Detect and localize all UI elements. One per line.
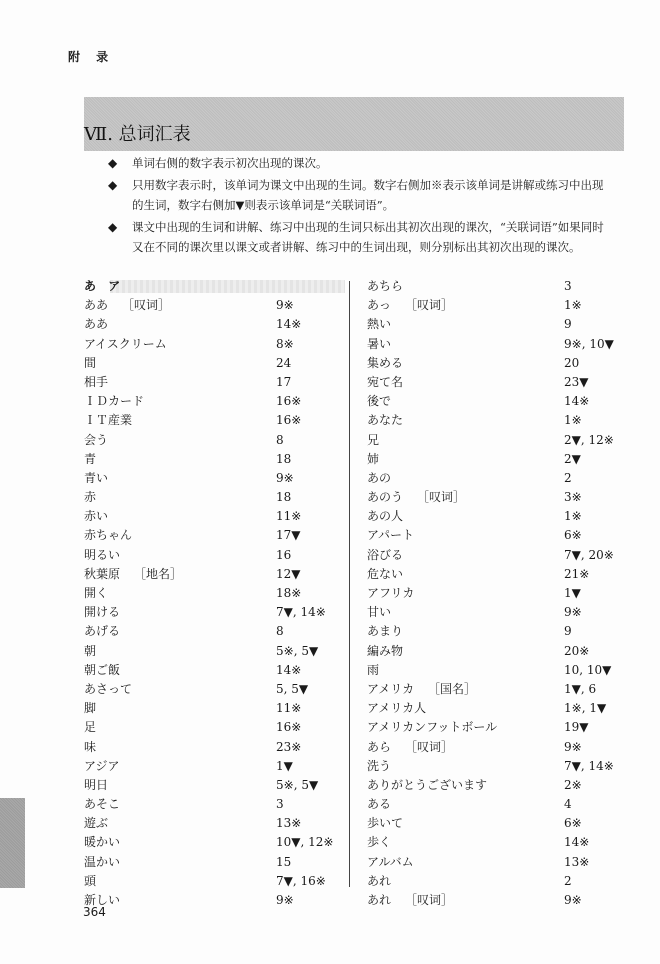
entry-lesson-number: 9※	[564, 605, 582, 620]
entry-lesson-number: 9※	[564, 739, 582, 754]
entry-lesson-number: 23※	[276, 739, 302, 754]
entry-word: 明るい	[84, 547, 121, 562]
vocab-entry	[84, 584, 344, 603]
entry-word: 編み物	[367, 643, 404, 658]
vocab-entry	[367, 373, 627, 392]
entry-lesson-number: 7▼, 14※	[564, 758, 614, 773]
entry-word: 宛て名	[367, 374, 404, 389]
entry-lesson-number: 1※, 1▼	[564, 701, 607, 716]
entry-word: あちら	[367, 279, 404, 293]
entry-word: あの	[367, 470, 392, 485]
entry-word: 雨	[367, 662, 380, 677]
entry-word: 姉	[367, 451, 380, 466]
entry-lesson-number: 16※	[276, 413, 302, 428]
kana-section-header	[84, 277, 344, 296]
entry-lesson-number: 6※	[564, 528, 582, 543]
entry-word: あっ	[367, 298, 391, 313]
column-divider	[349, 281, 350, 887]
entry-word: あの人	[367, 509, 404, 524]
vocab-entry	[367, 833, 627, 852]
vocab-entry	[84, 757, 344, 776]
vocab-entry	[84, 699, 344, 718]
rule-text: 单词右侧的数字表示初次出现的课次。	[132, 156, 328, 170]
entry-word: 朝ご飯	[84, 662, 121, 677]
entry-lesson-number: 16※	[276, 720, 302, 735]
vocab-entry	[367, 469, 627, 488]
vocab-entry	[367, 795, 627, 814]
entry-word: 赤い	[84, 509, 109, 524]
entry-word: 間	[84, 355, 97, 370]
entry-word: 洗う	[367, 758, 392, 773]
entry-lesson-number: 14※	[564, 835, 590, 850]
vocab-entry	[84, 814, 344, 833]
entry-category-tag: ［叹词］	[122, 298, 171, 313]
entry-lesson-number: 3	[564, 279, 572, 293]
entry-lesson-number: 16※	[276, 394, 302, 409]
entry-lesson-number: 10▼, 12※	[276, 835, 334, 850]
entry-word: 集める	[367, 355, 404, 370]
vocab-entry	[367, 584, 627, 603]
entry-lesson-number: 9※	[276, 470, 294, 485]
entry-lesson-number: 17	[276, 374, 292, 389]
vocab-entry	[84, 450, 344, 469]
entry-lesson-number: 3	[276, 797, 284, 812]
vocab-entry	[84, 622, 344, 641]
entry-word: 兄	[367, 432, 380, 447]
vocab-entry	[84, 853, 344, 872]
rule-text: 课文中出现的生词和讲解、练习中出现的生词只标出其初次出现的课次，“关联词语”如果同时又在不同的课次里以课文或者讲解、练习中的生词出现，则分别标出其初次出现的课次。	[132, 220, 604, 254]
vocab-entry	[84, 315, 344, 334]
entry-category-tag: ［叹词］	[405, 298, 454, 313]
vocab-entry	[367, 431, 627, 450]
entry-word: アルバム	[367, 854, 414, 869]
entry-category-tag: ［叹词］	[405, 893, 454, 907]
vocab-entry	[367, 277, 627, 296]
rules-list	[108, 153, 613, 259]
vocab-entry	[367, 642, 627, 661]
entry-word: 遊ぶ	[84, 816, 109, 831]
entry-word: 暑い	[367, 336, 392, 351]
vocab-entry	[84, 891, 344, 910]
entry-lesson-number: 8	[276, 432, 284, 447]
vocab-entry	[84, 431, 344, 450]
vocab-entry	[367, 488, 627, 507]
vocab-entry	[367, 718, 627, 737]
entry-word: 暖かい	[84, 835, 121, 850]
vocab-entry	[367, 738, 627, 757]
vocab-entry	[367, 450, 627, 469]
vocab-entry	[367, 853, 627, 872]
entry-word: あら	[367, 739, 392, 754]
entry-lesson-number: 14※	[276, 317, 302, 332]
vocab-entry	[84, 392, 344, 411]
entry-lesson-number: 2	[564, 470, 572, 485]
entry-word: 開ける	[84, 605, 121, 620]
entry-word: あのう	[367, 490, 404, 505]
vocab-entry	[84, 661, 344, 680]
entry-lesson-number: 14※	[564, 394, 590, 409]
entry-word: あれ	[367, 893, 392, 907]
entry-word: 頭	[84, 873, 97, 888]
entry-word: 赤	[84, 490, 97, 505]
entry-lesson-number: 18	[276, 490, 292, 505]
vocab-entry	[84, 296, 344, 315]
vocab-entry	[367, 565, 627, 584]
vocab-entry	[367, 872, 627, 891]
entry-lesson-number: 2▼, 12※	[564, 432, 614, 447]
entry-word: 開く	[84, 586, 109, 600]
diamond-bullet-icon: ◆	[108, 220, 118, 234]
vocab-entry	[84, 833, 344, 852]
entry-lesson-number: 17▼	[276, 528, 301, 543]
entry-lesson-number: 2※	[564, 777, 582, 792]
vocab-entry	[367, 814, 627, 833]
entry-lesson-number: 5, 5▼	[276, 681, 309, 696]
entry-lesson-number: 1※	[564, 413, 582, 428]
entry-lesson-number: 18※	[276, 586, 302, 600]
vocab-entry	[367, 335, 627, 354]
entry-word: 甘い	[367, 605, 392, 620]
vocab-entry	[367, 603, 627, 622]
entry-word: あれ	[367, 873, 392, 888]
diamond-bullet-icon: ◆	[108, 156, 118, 170]
entry-lesson-number: 8※	[276, 336, 294, 351]
entry-lesson-number: 13※	[276, 816, 302, 831]
entry-word: 会う	[84, 432, 109, 447]
entry-lesson-number: 5※, 5▼	[276, 643, 319, 658]
entry-word: あなた	[367, 413, 404, 428]
entry-word: 熱い	[367, 317, 392, 332]
entry-lesson-number: 20	[564, 355, 580, 370]
entry-word: あげる	[84, 624, 121, 639]
vocab-entry	[84, 335, 344, 354]
entry-lesson-number: 9※	[564, 893, 582, 907]
rule-item	[108, 217, 613, 257]
vocab-entry	[367, 622, 627, 641]
entry-word: 温かい	[84, 854, 121, 869]
entry-lesson-number: 14※	[276, 662, 302, 677]
entry-category-tag: ［叹词］	[417, 490, 466, 505]
entry-word: 歩いて	[367, 816, 404, 831]
diamond-bullet-icon: ◆	[108, 178, 118, 192]
entry-lesson-number: 18	[276, 451, 292, 466]
entry-lesson-number: 7▼, 16※	[276, 873, 326, 888]
entry-word: ああ	[84, 317, 109, 332]
vocab-entry	[84, 795, 344, 814]
entry-word: ＩＴ産業	[84, 413, 133, 428]
vocab-entry	[367, 507, 627, 526]
entry-lesson-number: 2	[564, 873, 572, 888]
section-title: Ⅶ. 总词汇表	[84, 124, 191, 145]
entry-word: 相手	[84, 374, 109, 389]
entry-lesson-number: 7▼, 20※	[564, 547, 614, 562]
vocab-entry	[84, 507, 344, 526]
entry-lesson-number: 24	[276, 355, 292, 370]
entry-lesson-number: 9※	[276, 893, 294, 907]
entry-lesson-number: 12▼	[276, 566, 301, 581]
entry-lesson-number: 16	[276, 547, 292, 562]
entry-word: 歩く	[367, 835, 392, 850]
entry-word: アパート	[367, 528, 415, 543]
vocab-entry	[84, 565, 344, 584]
vocab-entry	[84, 642, 344, 661]
entry-lesson-number: 9	[564, 317, 572, 332]
vocab-entry	[367, 757, 627, 776]
entry-word: あさって	[84, 681, 133, 696]
entry-word: 朝	[84, 643, 97, 658]
vocab-entry	[84, 738, 344, 757]
vocab-entry	[84, 776, 344, 795]
vocab-entry	[84, 488, 344, 507]
entry-lesson-number: 1▼	[276, 758, 293, 773]
entry-word: 脚	[84, 701, 97, 716]
vocab-entry	[84, 546, 344, 565]
entry-word: 後で	[367, 394, 392, 409]
entry-lesson-number: 11※	[276, 509, 302, 524]
vocab-entry	[367, 392, 627, 411]
rule-text: 只用数字表示时，该单词为课文中出现的生词。数字右侧加※表示该单词是讲解或练习中出现的生词，数字右侧加▼则表示该单词是“关联词语”。	[132, 178, 604, 212]
entry-word: アメリカ人	[367, 701, 427, 716]
section-header-label: あ ア	[84, 279, 125, 293]
entry-word: アジア	[84, 758, 120, 773]
entry-category-tag: ［地名］	[134, 566, 183, 581]
vocab-column-left	[84, 277, 344, 910]
vocab-entry	[367, 296, 627, 315]
entry-lesson-number: 15	[276, 854, 292, 869]
vocab-entry	[367, 680, 627, 699]
entry-lesson-number: 9	[564, 624, 572, 639]
entry-word: あまり	[367, 624, 404, 639]
vocab-entry	[84, 354, 344, 373]
entry-lesson-number: 3※	[564, 490, 582, 505]
entry-word: 明日	[84, 777, 109, 792]
entry-word: ＩＤカード	[84, 394, 145, 409]
entry-lesson-number: 23▼	[564, 374, 589, 389]
entry-word: 秋葉原	[84, 566, 121, 581]
entry-lesson-number: 1※	[564, 509, 582, 524]
rule-item	[108, 175, 613, 215]
entry-word: 青い	[84, 470, 109, 485]
vocab-entry	[367, 526, 627, 545]
running-head: 附 录	[68, 50, 115, 64]
entry-word: アメリカ	[367, 681, 415, 696]
entry-word: 足	[84, 720, 97, 735]
entry-lesson-number: 19▼	[564, 720, 589, 735]
vocab-entry	[84, 526, 344, 545]
entry-lesson-number: 10, 10▼	[564, 662, 612, 677]
vocab-entry	[84, 469, 344, 488]
entry-lesson-number: 1▼, 6	[564, 681, 597, 696]
entry-lesson-number: 6※	[564, 816, 582, 831]
entry-lesson-number: 9※, 10▼	[564, 336, 614, 351]
entry-word: 危ない	[367, 566, 404, 581]
vocab-entry	[84, 680, 344, 699]
entry-word: アイスクリーム	[84, 336, 167, 351]
vocab-entry	[84, 373, 344, 392]
vocab-entry	[367, 776, 627, 795]
entry-word: 浴びる	[367, 547, 404, 562]
vocab-entry	[84, 411, 344, 430]
vocab-entry	[84, 603, 344, 622]
entry-word: 新しい	[84, 893, 121, 907]
entry-word: 赤ちゃん	[84, 528, 133, 543]
entry-lesson-number: 2▼	[564, 451, 581, 466]
entry-word: ありがとうございます	[367, 777, 488, 792]
page-number: 364	[83, 905, 106, 919]
entry-word: ああ	[84, 298, 109, 313]
vocab-entry	[367, 411, 627, 430]
rule-item	[108, 153, 613, 173]
entry-word: アフリカ	[367, 586, 415, 600]
entry-category-tag: ［国名］	[428, 681, 477, 696]
entry-lesson-number: 11※	[276, 701, 302, 716]
entry-lesson-number: 8	[276, 624, 284, 639]
entry-lesson-number: 20※	[564, 643, 590, 658]
vocab-entry	[367, 699, 627, 718]
vocab-entry	[367, 546, 627, 565]
entry-word: あそこ	[84, 797, 121, 812]
vocab-entry	[367, 315, 627, 334]
entry-lesson-number: 13※	[564, 854, 590, 869]
entry-word: 味	[84, 739, 97, 754]
entry-word: ある	[367, 797, 392, 812]
entry-lesson-number: 1※	[564, 298, 582, 313]
entry-lesson-number: 21※	[564, 566, 590, 581]
side-tab	[0, 798, 25, 888]
vocab-entry	[84, 872, 344, 891]
entry-category-tag: ［叹词］	[405, 739, 454, 754]
vocab-entry	[367, 354, 627, 373]
entry-lesson-number: 7▼, 14※	[276, 605, 326, 620]
entry-lesson-number: 9※	[276, 298, 294, 313]
entry-lesson-number: 5※, 5▼	[276, 777, 319, 792]
vocab-entry	[367, 891, 627, 910]
entry-word: 青	[84, 451, 97, 466]
entry-word: アメリカンフットボール	[367, 720, 498, 735]
vocab-entry	[367, 661, 627, 680]
vocab-entry	[84, 718, 344, 737]
entry-lesson-number: 1▼	[564, 586, 581, 600]
entry-lesson-number: 4	[564, 797, 572, 812]
vocab-column-right	[367, 277, 627, 910]
